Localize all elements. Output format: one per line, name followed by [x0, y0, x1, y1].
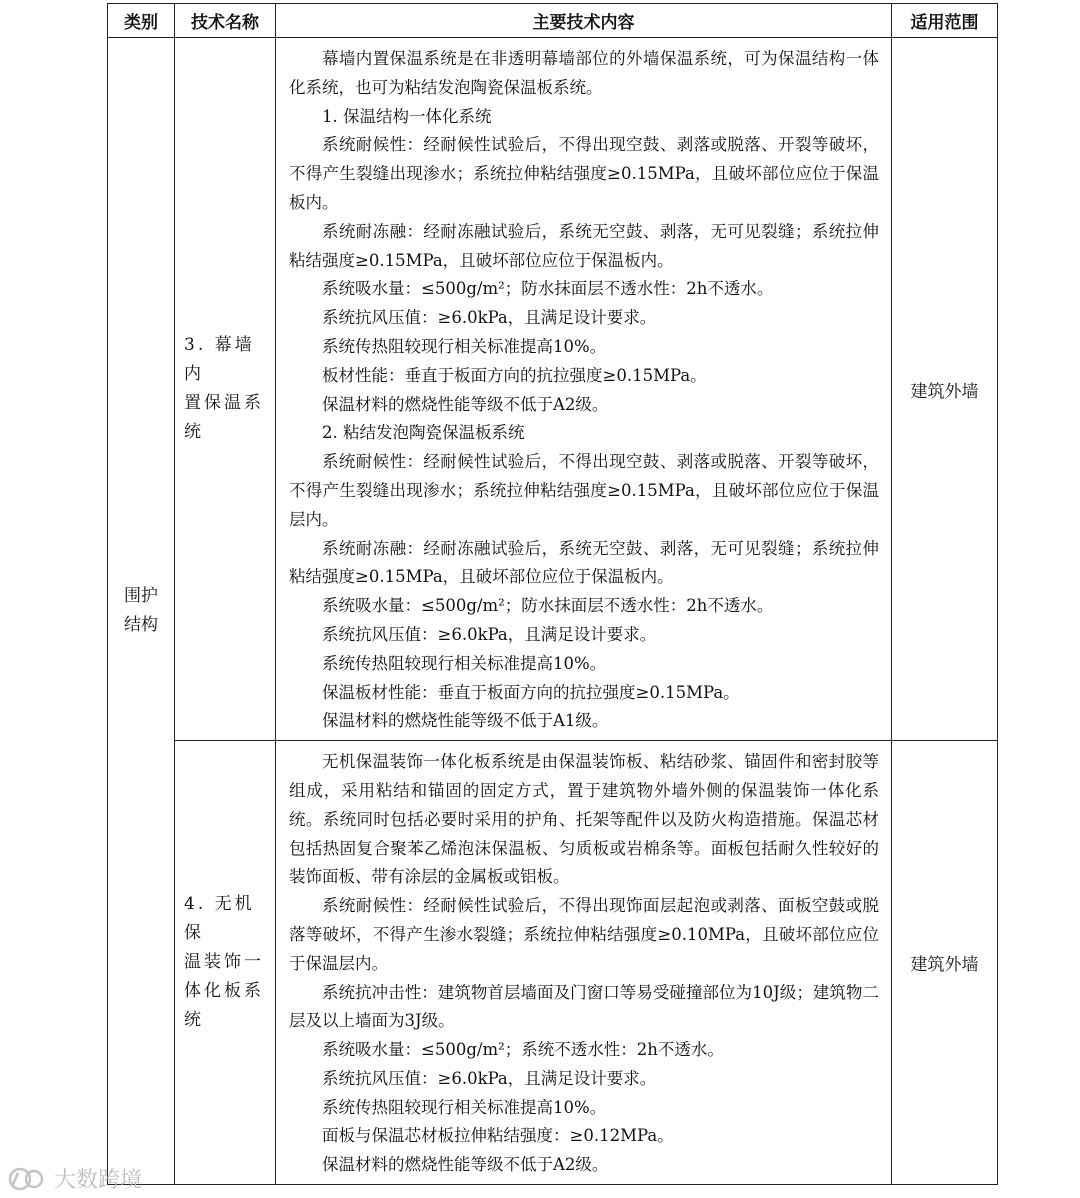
content-paragraph: 保温板材性能：垂直于板面方向的抗拉强度≥0.15MPa。 — [322, 682, 740, 702]
content-paragraph: 面板与保温芯材板拉伸粘结强度：≥0.12MPa。 — [322, 1126, 674, 1146]
tech-name-line: 置保温系 — [184, 393, 264, 414]
content-paragraph: 保温材料的燃烧性能等级不低于A1级。 — [322, 711, 609, 731]
content-paragraph: 无机保温装饰一体化板系统是由保温装饰板、粘结砂浆、锚固件和密封胶等组成，采用粘结和锚固的固定方式，置于建筑物外墙外侧的保温装饰一体化系统。系统同时包括必要时采用的护角、托架等配件以及防火构造措施。保温芯材包括热固复合聚苯乙烯泡沫保温板、匀质板或岩棉条等。面板包括耐久性较好的装饰面板、带有涂层的金属板或铝板。 — [289, 752, 879, 887]
content-paragraph: 幕墙内置保温系统是在非透明幕墙部位的外墙保温系统，可为保温结构一体化系统，也可为粘结发泡陶瓷保温板系统。 — [289, 49, 879, 97]
table-row — [108, 741, 998, 1185]
tech-name-line: 体化板系 — [184, 981, 264, 1002]
content-paragraph: 系统吸水量：≤500g/m²；系统不透水性：2h不透水。 — [322, 1040, 724, 1060]
category-line: 结构 — [124, 615, 158, 636]
tech-name-line: 统 — [184, 1010, 204, 1031]
content-paragraph: 系统耐冻融：经耐冻融试验后，系统无空鼓、剥落，无可见裂缝；系统拉伸粘结强度≥0.15MPa，且破坏部位应位于保温板内。 — [289, 538, 879, 587]
tech-name-cell — [175, 38, 276, 741]
header-scope: 适用范围 — [892, 4, 998, 38]
tech-name-line: 3. 幕墙内 — [184, 335, 255, 385]
content-cell — [276, 741, 892, 1185]
content-paragraph: 系统吸水量：≤500g/m²；防水抹面层不透水性：2h不透水。 — [322, 279, 774, 299]
watermark-text: 大数跨境 — [54, 1168, 143, 1193]
content-paragraph: 系统耐候性：经耐候性试验后，不得出现空鼓、剥落或脱落、开裂等破坏，不得产生裂缝出现渗水；系统拉伸粘结强度≥0.15MPa，且破坏部位应位于保温板内。 — [289, 135, 879, 212]
content-paragraph: 系统耐候性：经耐候性试验后，不得出现饰面层起泡或剥落、面板空鼓或脱落等破坏，不得产生渗水裂缝；系统拉伸粘结强度≥0.10MPa，且破坏部位应位于保温层内。 — [289, 896, 879, 973]
header-category: 类别 — [108, 4, 175, 38]
tech-name-line: 4. 无机保 — [184, 894, 255, 944]
spec-table — [107, 3, 998, 1185]
scope-cell: 建筑外墙 — [892, 741, 998, 1185]
content-paragraph: 系统抗风压值：≥6.0kPa，且满足设计要求。 — [322, 1068, 657, 1088]
tech-name-line: 温装饰一 — [184, 952, 264, 973]
content-paragraph: 系统吸水量：≤500g/m²；防水抹面层不透水性：2h不透水。 — [322, 596, 774, 616]
content-paragraph: 1. 保温结构一体化系统 — [322, 106, 492, 126]
watermark — [8, 1163, 142, 1194]
content-paragraph: 系统抗风压值：≥6.0kPa，且满足设计要求。 — [322, 308, 657, 328]
table-row — [108, 38, 998, 741]
content-cell — [276, 38, 892, 741]
content-paragraph: 板材性能：垂直于板面方向的抗拉强度≥0.15MPa。 — [322, 365, 707, 385]
content-paragraph: 系统传热阻较现行相关标准提高10%。 — [322, 1097, 607, 1117]
content-paragraph: 保温材料的燃烧性能等级不低于A2级。 — [322, 1155, 609, 1175]
scope-cell: 建筑外墙 — [892, 38, 998, 741]
tech-name-line: 统 — [184, 422, 204, 443]
content-paragraph: 系统耐冻融：经耐冻融试验后，系统无空鼓、剥落，无可见裂缝；系统拉伸粘结强度≥0.15MPa，且破坏部位应位于保温板内。 — [289, 221, 879, 270]
header-tech-name: 技术名称 — [175, 4, 276, 38]
content-paragraph: 系统抗风压值：≥6.0kPa，且满足设计要求。 — [322, 624, 657, 644]
content-paragraph: 系统传热阻较现行相关标准提高10%。 — [322, 653, 607, 673]
watermark-logo-icon — [8, 1165, 48, 1193]
category-line: 围护 — [124, 586, 158, 607]
content-paragraph: 2. 粘结发泡陶瓷保温板系统 — [322, 423, 525, 443]
content-paragraph: 系统抗冲击性：建筑物首层墙面及门窗口等易受碰撞部位为10J级；建筑物二层及以上墙面为3J级。 — [289, 982, 879, 1031]
content-paragraph: 系统传热阻较现行相关标准提高10%。 — [322, 336, 607, 356]
tech-name-cell — [175, 741, 276, 1185]
content-paragraph: 系统耐候性：经耐候性试验后，不得出现空鼓、剥落或脱落、开裂等破坏，不得产生裂缝出现渗水；系统拉伸粘结强度≥0.15MPa，且破坏部位应位于保温层内。 — [289, 452, 879, 529]
header-main-content: 主要技术内容 — [276, 4, 892, 38]
content-paragraph: 保温材料的燃烧性能等级不低于A2级。 — [322, 394, 609, 414]
table-header-row — [108, 4, 998, 38]
category-cell — [108, 38, 175, 1185]
